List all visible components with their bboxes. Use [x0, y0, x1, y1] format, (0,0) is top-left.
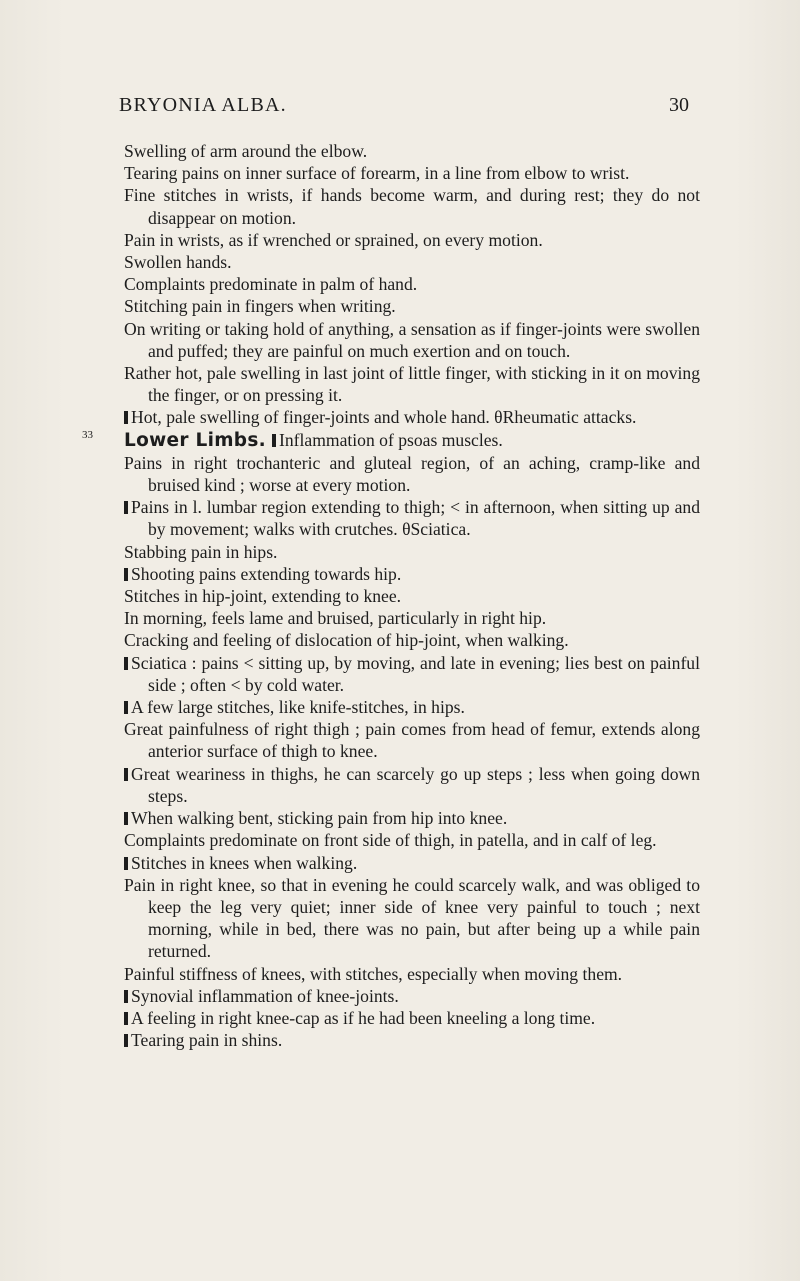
- entry: Fine stitches in wrists, if hands become warm, and during rest; they do not disappear on motion.: [124, 185, 700, 228]
- emphasis-bar-icon: [124, 411, 128, 424]
- entry: On writing or taking hold of anything, a sensation as if finger-joints were swollen and puffed; they are painful on much exertion and on touch.: [124, 318, 700, 361]
- emphasis-bar-icon: [124, 768, 128, 781]
- entry: Pains in l. lumbar region extending to thigh; < in afternoon, when sitting up and by movement; walks with crutches. θSciatica.: [124, 496, 700, 540]
- entry: Complaints predominate in palm of hand.: [124, 274, 418, 295]
- emphasis-bar-icon: [124, 990, 128, 1003]
- entry: Tearing pain in shins.: [124, 1029, 700, 1051]
- entry: Rather hot, pale swelling in last joint of little finger, with sticking in it on moving the finger, or on pressing it.: [124, 363, 700, 406]
- entry: Great weariness in thighs, he can scarcely go up steps ; less when going down steps.: [124, 763, 700, 807]
- entry: Tearing pains on inner surface of forearm, in a line from elbow to wrist.: [124, 163, 630, 184]
- emphasis-bar-icon: [124, 1034, 128, 1047]
- section-heading: Lower Limbs.: [124, 429, 266, 451]
- running-title: BRYONIA ALBA.: [119, 94, 287, 116]
- entry: Pain in wrists, as if wrenched or sprained, on every motion.: [124, 229, 543, 250]
- entry: Stabbing pain in hips.: [124, 541, 278, 562]
- entry: Painful stiffness of knees, with stitches, especially when moving them.: [124, 963, 623, 984]
- entry: In morning, feels lame and bruised, particularly in right hip.: [124, 608, 547, 629]
- entry: Pain in right knee, so that in evening he could scarcely walk, and was obliged to keep the leg very quiet; inner side of knee very painful to touch ; next morning, while in bed, there was no pain, but after being up a while pain returned.: [124, 874, 700, 962]
- entry: When walking bent, sticking pain from hip into knee.: [124, 807, 700, 829]
- entry: Great painfulness of right thigh ; pain comes from head of femur, extends along anterior surface of thigh to knee.: [124, 719, 700, 762]
- emphasis-bar-icon: [124, 701, 128, 714]
- entry: A few large stitches, like knife-stitches, in hips.: [124, 696, 700, 718]
- entry: Swelling of arm around the elbow.: [124, 141, 368, 161]
- emphasis-bar-icon: [124, 568, 128, 581]
- entry: Pains in right trochanteric and gluteal region, of an aching, cramp-like and bruised kind ; worse at every motion.: [124, 452, 700, 496]
- entry: Cracking and feeling of dislocation of hip-joint, when walking.: [124, 630, 569, 651]
- entry: Stitches in hip-joint, extending to knee.: [124, 586, 402, 607]
- emphasis-bar-icon: [124, 857, 128, 870]
- entry: Stitching pain in fingers when writing.: [124, 296, 396, 317]
- emphasis-bar-icon: [124, 1012, 128, 1025]
- emphasis-bar-icon: [124, 812, 128, 825]
- page-header: [119, 94, 689, 118]
- entry: A feeling in right knee-cap as if he had been kneeling a long time.: [124, 1007, 700, 1029]
- entry: Complaints predominate on front side of thigh, in patella, and in calf of leg.: [124, 830, 657, 851]
- emphasis-bar-icon: [124, 657, 128, 670]
- section-start: 33 Lower Limbs. Inflammation of psoas muscles.: [82, 428, 503, 451]
- entry: Shooting pains extending towards hip.: [124, 563, 700, 585]
- page-number: 30: [669, 94, 689, 116]
- entry: Hot, pale swelling of finger-joints and whole hand. θRheumatic attacks.: [124, 406, 700, 428]
- entry: Sciatica : pains < sitting up, by moving, and late in evening; lies best on painful side ; often < by cold water.: [124, 652, 700, 696]
- emphasis-bar-icon: [272, 434, 276, 447]
- page-body: [82, 140, 700, 1051]
- entry: Stitches in knees when walking.: [124, 852, 700, 874]
- emphasis-bar-icon: [124, 501, 128, 514]
- entry: Synovial inflammation of knee-joints.: [124, 985, 700, 1007]
- entry: Swollen hands.: [124, 252, 232, 273]
